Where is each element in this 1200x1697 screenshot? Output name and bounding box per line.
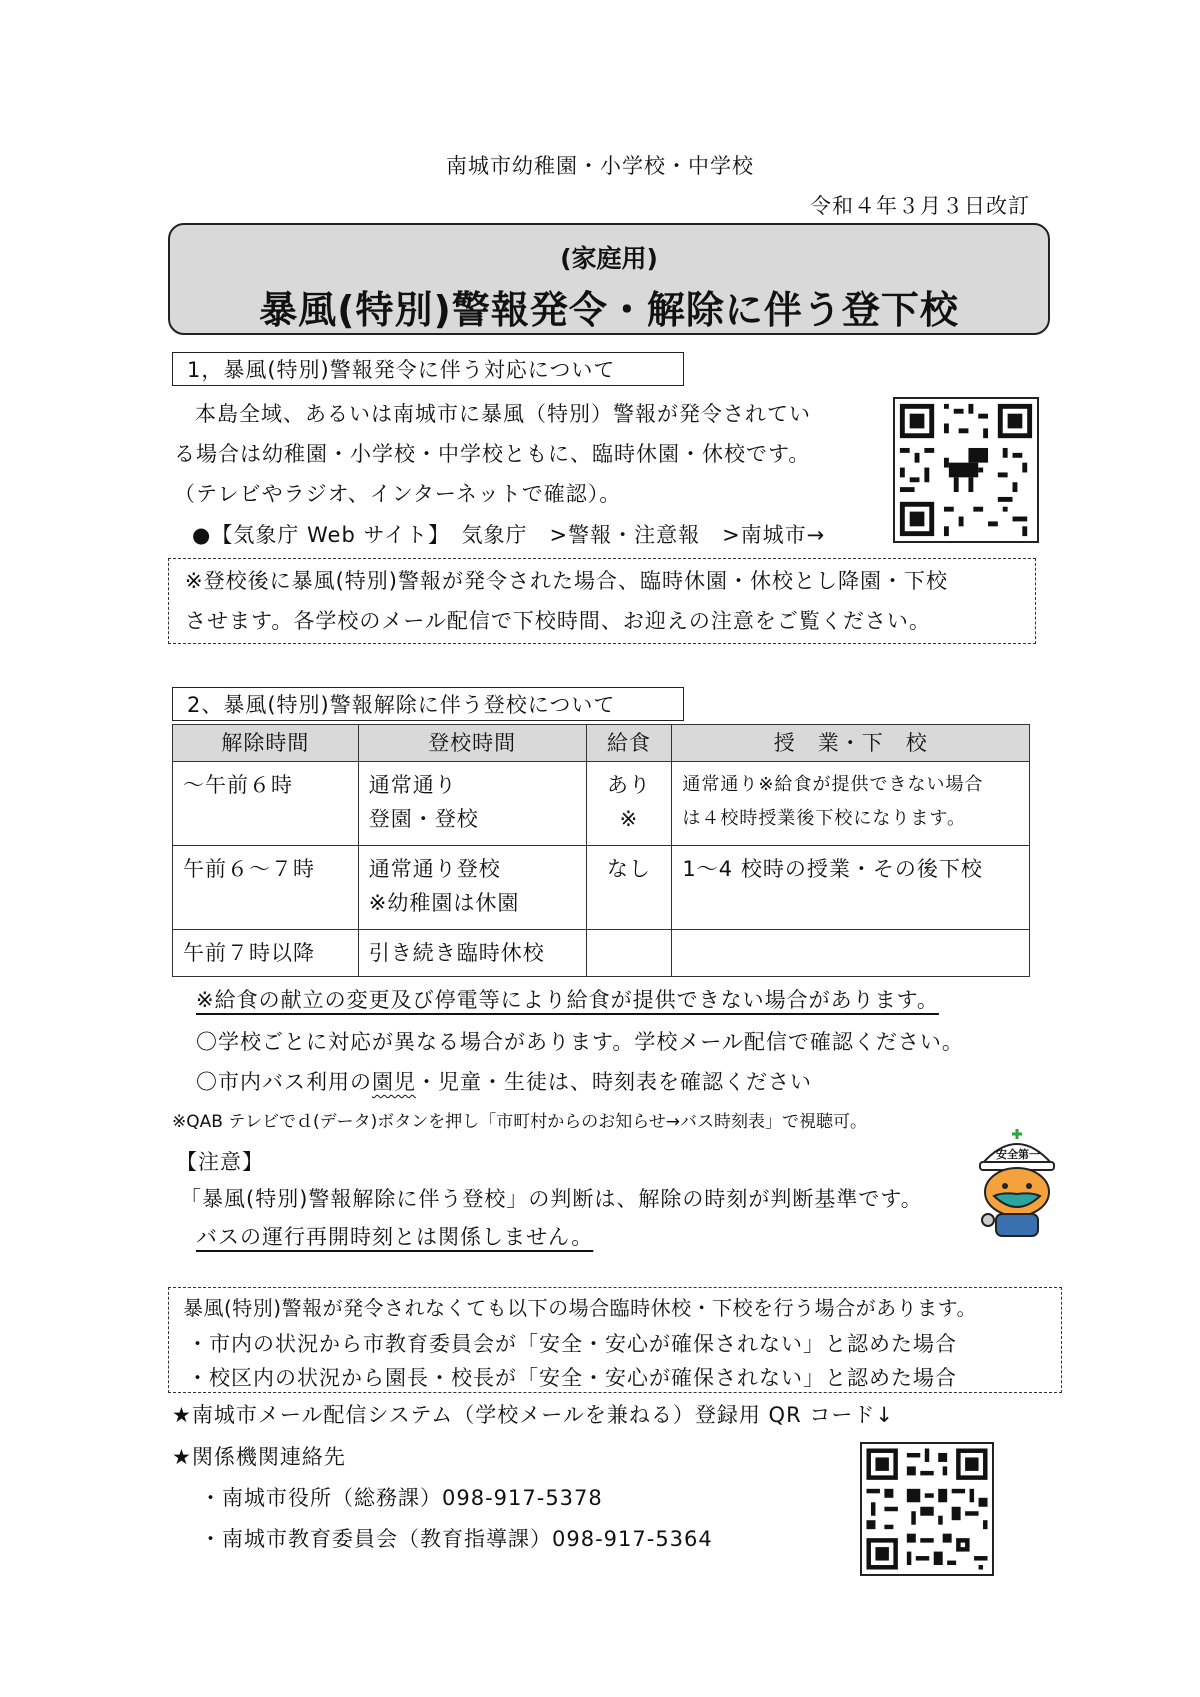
title-subtitle: (家庭用) bbox=[560, 244, 658, 273]
section2-heading: 2、暴風(特別)警報解除に伴う登校について bbox=[172, 687, 684, 721]
cell-line: 通常通り登校 bbox=[368, 857, 501, 881]
caution-line2: バスの運行再開時刻とは関係しません。 bbox=[196, 1225, 594, 1249]
revision-date: 令和４年３月３日改訂 bbox=[810, 194, 1030, 218]
cell-line: 通常通り bbox=[368, 773, 457, 797]
extra-line1: 暴風(特別)警報が発令されなくても以下の場合臨時休校・下校を行う場合があります。 bbox=[183, 1296, 978, 1320]
table-row bbox=[173, 846, 1030, 930]
table-row bbox=[173, 930, 1030, 977]
caution-label: 【注意】 bbox=[176, 1150, 264, 1174]
column-header: 給食 bbox=[586, 725, 672, 762]
section1-note-line1: ※登校後に暴風(特別)警報が発令された場合、臨時休園・休校とし降園・下校 bbox=[185, 569, 948, 593]
cell-line: ※幼稚園は休園 bbox=[368, 891, 520, 915]
section1-note-box bbox=[168, 558, 1036, 644]
safety-mascot-icon bbox=[972, 1122, 1062, 1240]
note-bus bbox=[196, 1066, 812, 1096]
contact-city-hall[interactable]: ・南城市役所（総務課）098-917-5378 bbox=[200, 1486, 603, 1510]
caution-line1: 「暴風(特別)警報解除に伴う登校」の判断は、解除の時刻が判断基準です。 bbox=[180, 1187, 923, 1211]
note-qab: ※QAB テレビでｄ(データ)ボタンを押し「市町村からのお知らせ→バス時刻表」で視聴可。 bbox=[172, 1112, 867, 1132]
title-main: 暴風(特別)警報発令・解除に伴う登下校 bbox=[259, 288, 959, 332]
note-bus-prefix: 〇市内バス利用の bbox=[196, 1070, 372, 1094]
column-header: 登校時間 bbox=[358, 725, 586, 762]
cell-class bbox=[672, 762, 1030, 846]
note-bus-wavy: 園児 bbox=[372, 1070, 416, 1094]
contacts-label: ★関係機関連絡先 bbox=[172, 1445, 346, 1469]
column-header: 授 業・下 校 bbox=[672, 725, 1030, 762]
jma-website-link[interactable]: ●【気象庁 Web サイト】 気象庁 >警報・注意報 >南城市→ bbox=[192, 523, 826, 547]
note-school: 〇学校ごとに対応が異なる場合があります。学校メール配信で確認ください。 bbox=[196, 1030, 964, 1054]
cell-class bbox=[672, 930, 1030, 977]
schedule-table bbox=[172, 724, 1030, 977]
cell-line: 通常通り※給食が提供できない場合 bbox=[682, 774, 984, 795]
section1-note-line2: させます。各学校のメール配信で下校時間、お迎えの注意をご覧ください。 bbox=[185, 609, 931, 633]
cell-release-time: ～午前６時 bbox=[173, 762, 359, 846]
cell-lunch bbox=[586, 930, 672, 977]
section1-para-line3: （テレビやラジオ、インターネットで確認）。 bbox=[174, 482, 622, 506]
cell-line: ※ bbox=[619, 807, 639, 831]
note-lunch: ※給食の献立の変更及び停電等により給食が提供できない場合があります。 bbox=[196, 988, 939, 1012]
cell-release-time: 午前６～７時 bbox=[173, 846, 359, 930]
column-header: 解除時間 bbox=[173, 725, 359, 762]
section1-para-line1: 本島全域、あるいは南城市に暴風（特別）警報が発令されてい bbox=[195, 402, 811, 426]
mascot-helmet-text: 安全第一 bbox=[996, 1148, 1040, 1161]
title-box bbox=[168, 223, 1050, 335]
cell-line: は４校時授業後下校になります。 bbox=[682, 808, 966, 829]
extra-line3: ・校区内の状況から園長・校長が「安全・安心が確保されない」と認めた場合 bbox=[187, 1366, 957, 1390]
table-header-row bbox=[173, 725, 1030, 762]
note-bus-suffix: ・児童・生徒は、時刻表を確認ください bbox=[416, 1070, 812, 1094]
cell-line: 登園・登校 bbox=[368, 807, 479, 831]
cell-attend-time bbox=[358, 846, 586, 930]
extra-conditions-box bbox=[168, 1287, 1062, 1393]
table-row bbox=[173, 762, 1030, 846]
cell-lunch: なし bbox=[586, 846, 672, 930]
section1-heading: 1，暴風(特別)警報発令に伴う対応について bbox=[172, 352, 684, 386]
contact-education-board[interactable]: ・南城市教育委員会（教育指導課）098-917-5364 bbox=[200, 1527, 713, 1551]
section1-para-line2: る場合は幼稚園・小学校・中学校ともに、臨時休園・休校です。 bbox=[174, 442, 811, 466]
cell-class: 1～4 校時の授業・その後下校 bbox=[672, 846, 1030, 930]
mail-qr-label: ★南城市メール配信システム（学校メールを兼ねる）登録用 QR コード↓ bbox=[172, 1403, 894, 1427]
mail-qr-code-icon bbox=[860, 1442, 994, 1576]
cell-attend-time bbox=[358, 762, 586, 846]
jma-qr-code-icon bbox=[893, 397, 1039, 543]
cell-release-time: 午前７時以降 bbox=[173, 930, 359, 977]
cell-lunch bbox=[586, 762, 672, 846]
extra-line2: ・市内の状況から市教育委員会が「安全・安心が確保されない」と認めた場合 bbox=[187, 1332, 957, 1356]
cell-line: あり bbox=[606, 773, 651, 797]
organization-name: 南城市幼稚園・小学校・中学校 bbox=[446, 154, 754, 178]
cell-attend-time: 引き続き臨時休校 bbox=[358, 930, 586, 977]
